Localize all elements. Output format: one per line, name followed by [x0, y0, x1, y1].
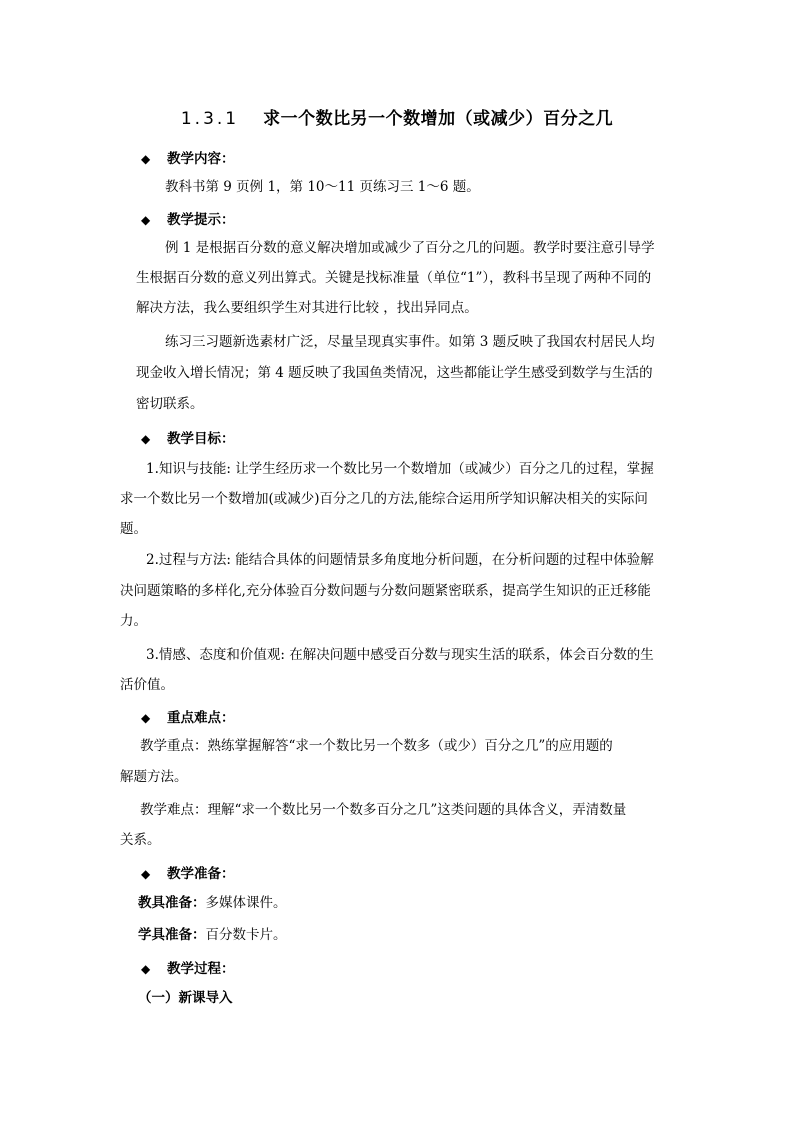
title-text: 求一个数比另一个数增加（或减少）百分之几 [263, 109, 614, 129]
key-points-line: 关系。 [120, 832, 161, 848]
process-sub-heading: （一）新课导入 [138, 990, 233, 1006]
section-heading-content: ◆ 教学内容： [141, 151, 235, 167]
goals-line: 求一个数比另一个数增加(或减少)百分之几的方法,能综合运用所学知识解决相关的实际问 [120, 491, 648, 507]
hints-line: 生根据百分数的意义列出算式。关键是找标准量（单位“1”），教科书呈现了两种不同的 [136, 270, 652, 286]
title-number: 1.3.1 [180, 109, 240, 129]
prep-student-label: 学具准备： [138, 927, 206, 943]
goals-line: 2.过程与方法: 能结合具体的问题情景多角度地分析问题，在分析问题的过程中体验解 [146, 552, 654, 568]
bullet-diamond-icon: ◆ [141, 213, 151, 227]
bullet-diamond-icon: ◆ [141, 711, 151, 725]
key-points-line: 解题方法。 [120, 769, 188, 785]
prep-student-value: 百分数卡片。 [205, 927, 287, 943]
bullet-diamond-icon: ◆ [141, 867, 151, 881]
section-heading-hints: ◆ 教学提示： [141, 212, 235, 228]
page-title [0, 104, 794, 129]
hints-line: 解决方法，我么要组织学生对其进行比较 ，找出异同点。 [136, 300, 478, 316]
goals-line: 1.知识与技能: 让学生经历求一个数比另一个数增加（或减少）百分之几的过程，掌握 [146, 461, 654, 477]
key-points-line: 教学难点：理解“求一个数比另一个数多百分之几”这类问题的具体含义，弄清数量 [140, 802, 627, 818]
prep-student-line [138, 925, 287, 945]
goals-line: 力。 [120, 613, 147, 629]
section-heading-key-points: ◆ 重点难点： [141, 710, 235, 726]
section-heading-goals: ◆ 教学目标： [141, 431, 235, 447]
bullet-diamond-icon: ◆ [141, 152, 151, 166]
prep-teacher-value: 多媒体课件。 [205, 895, 287, 911]
hints-line: 现金收入增长情况；第 4 题反映了我国鱼类情况，这些都能让学生感受到数学与生活的 [136, 365, 653, 381]
bullet-diamond-icon: ◆ [141, 962, 151, 976]
section-heading-prep: ◆ 教学准备： [141, 866, 235, 882]
hints-line: 例 1 是根据百分数的意义解决增加或减少了百分之几的问题。教学时要注意引导学 [165, 240, 655, 256]
section-heading-process: ◆ 教学过程： [141, 961, 235, 977]
goals-line: 活价值。 [120, 677, 174, 693]
prep-teacher-line [138, 893, 287, 913]
goals-line: 题。 [120, 521, 147, 537]
goals-line: 3.情感、态度和价值观: 在解决问题中感受百分数与现实生活的联系，体会百分数的生 [146, 647, 654, 663]
content-line: 教科书第 9 页例 1，第 10～11 页练习三 1～6 题。 [165, 179, 480, 195]
key-points-line: 教学重点：熟练掌握解答“求一个数比另一个数多（或少）百分之几”的应用题的 [140, 738, 613, 754]
goals-line: 决问题策略的多样化,充分体验百分数问题与分数问题紧密联系，提高学生知识的正迁移能 [120, 583, 651, 599]
hints-line: 密切联系。 [136, 396, 204, 412]
hints-line: 练习三习题新选素材广泛，尽量呈现真实事件。如第 3 题反映了我国农村居民人均 [165, 334, 655, 350]
bullet-diamond-icon: ◆ [141, 432, 151, 446]
prep-teacher-label: 教具准备： [138, 895, 206, 911]
